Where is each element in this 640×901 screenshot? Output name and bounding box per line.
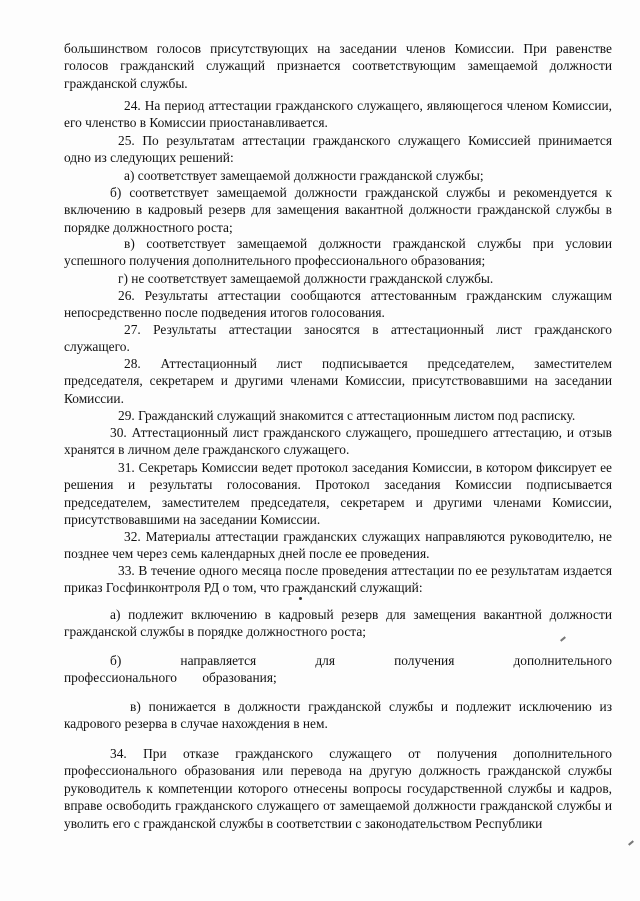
- paragraph-23-end: большинством голосов присутствующих на заседании членов Комиссии. При равенстве голосов гражданский служащий признается соответствующим замещаемой должности гражданской службы.: [64, 41, 612, 91]
- paragraph-25-g: г) не соответствует замещаемой должности гражданской службы.: [118, 271, 494, 286]
- paragraph-31: 31. Секретарь Комиссии ведет протокол заседания Комиссии, в котором фиксирует ее решения и результаты голосования. Протокол заседания Комиссии подписывается председателем, заместителем председателя, секретарем и другими членами Комиссии, присутствовавшими на заседании Комиссии.: [64, 460, 612, 528]
- paragraph-24: 24. На период аттестации гражданского служащего, являющегося членом Комиссии, его членство в Комиссии приостанавливается.: [64, 98, 612, 131]
- paragraph-28: 28. Аттестационный лист подписывается председателем, заместителем председателя, секретарем и другими членами Комиссии, присутствовавшими на заседании Комиссии.: [64, 356, 612, 406]
- paragraph-26: 26. Результаты аттестации сообщаются аттестованным гражданским служащим непосредственно после подведения итогов голосования.: [64, 288, 612, 321]
- paragraph-34: 34. При отказе гражданского служащего от получения дополнительного профессионального образования или перевода на другую должность гражданской службы руководитель к компетенции которого отнесены вопросы государственной службы и кадров, вправе освободить гражданского служащего от замещаемой должности гражданской службы и уволить его с гражданской службы в соответствии с законодательством Республики: [64, 746, 612, 831]
- scan-mark-edge: [628, 840, 634, 845]
- paragraph-33: 33. В течение одного месяца после проведения аттестации по ее результатам издается приказ Госфинконтроля РД о том, что гражданский служащий:: [64, 563, 612, 596]
- paragraph-25-a: а) соответствует замещаемой должности гражданской службы;: [124, 168, 484, 183]
- paragraph-33-a: а) подлежит включению в кадровый резерв для замещения вакантной должности гражданской службы в порядке должностного роста;: [64, 607, 612, 640]
- paragraph-25: 25. По результатам аттестации гражданского служащего Комиссией принимается одно из следующих решений:: [64, 133, 612, 166]
- paragraph-27: 27. Результаты аттестации заносятся в аттестационный лист гражданского служащего.: [64, 322, 612, 355]
- paragraph-33-v: в) понижается в должности гражданской службы и подлежит исключению из кадрового резерва в случае нахождения в нем.: [64, 699, 612, 732]
- scan-speck: [299, 597, 302, 600]
- paragraph-30: 30. Аттестационный лист гражданского служащего, прошедшего аттестацию, и отзыв хранятся в личном деле гражданского служащего.: [64, 425, 612, 458]
- paragraph-32: 32. Материалы аттестации гражданских служащих направляются руководителю, не позднее чем через семь календарных дней после ее проведения.: [64, 529, 612, 562]
- paragraph-33-b: б) направляется для получения дополнительного профессионального образования;: [64, 653, 612, 686]
- paragraph-25-v: в) соответствует замещаемой должности гражданской службы при условии успешного получения дополнительного профессионального образования;: [64, 236, 612, 269]
- paragraph-29: 29. Гражданский служащий знакомится с аттестационным листом под расписку.: [118, 408, 576, 423]
- paragraph-25-b: б) соответствует замещаемой должности гражданской службы и рекомендуется к включению в кадровый резерв для замещения вакантной должности гражданской службы в порядке должностного роста;: [64, 185, 612, 235]
